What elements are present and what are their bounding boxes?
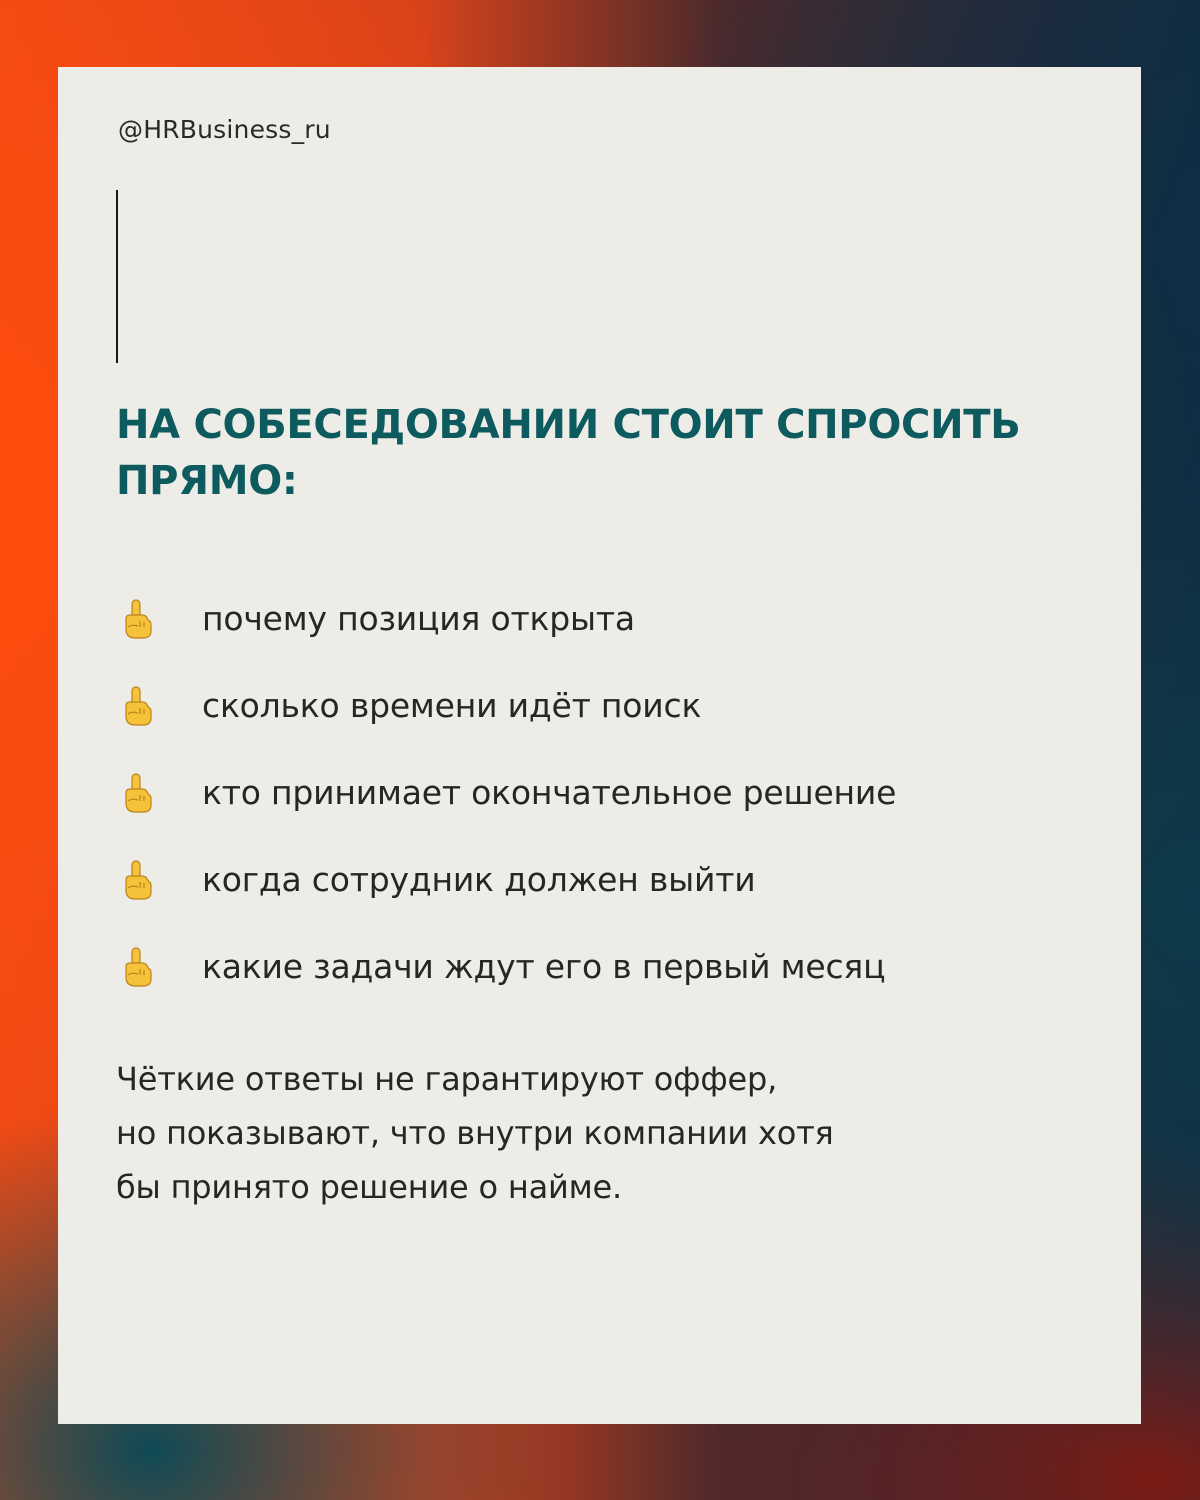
list-item bbox=[116, 923, 896, 1010]
note-line-3: бы принято решение о найме. bbox=[116, 1168, 622, 1206]
list-item-text: кто принимает окончательное решение bbox=[202, 773, 897, 812]
list-item bbox=[116, 836, 896, 923]
title-line-2: ПРЯМО: bbox=[116, 458, 298, 504]
index-pointing-up-icon bbox=[116, 858, 160, 902]
index-pointing-up-icon bbox=[116, 945, 160, 989]
content-card bbox=[58, 67, 1141, 1424]
question-list bbox=[116, 575, 896, 1010]
list-item-text: почему позиция открыта bbox=[202, 599, 635, 638]
note-line-1: Чёткие ответы не гарантируют оффер, bbox=[116, 1060, 778, 1098]
index-pointing-up-icon bbox=[116, 597, 160, 641]
list-item bbox=[116, 662, 896, 749]
list-item-text: сколько времени идёт поиск bbox=[202, 686, 702, 725]
page-title bbox=[116, 397, 1116, 509]
note-line-2: но показывают, что внутри компании хотя bbox=[116, 1114, 834, 1152]
list-item-text: какие задачи ждут его в первый месяц bbox=[202, 947, 886, 986]
list-item bbox=[116, 749, 896, 836]
account-handle: @HRBusiness_ru bbox=[118, 115, 331, 144]
index-pointing-up-icon bbox=[116, 771, 160, 815]
list-item bbox=[116, 575, 896, 662]
vertical-divider bbox=[116, 190, 118, 363]
title-line-1: НА СОБЕСЕДОВАНИИ СТОИТ СПРОСИТЬ bbox=[116, 402, 1021, 448]
list-item-text: когда сотрудник должен выйти bbox=[202, 860, 756, 899]
index-pointing-up-icon bbox=[116, 684, 160, 728]
closing-note bbox=[116, 1052, 1076, 1214]
